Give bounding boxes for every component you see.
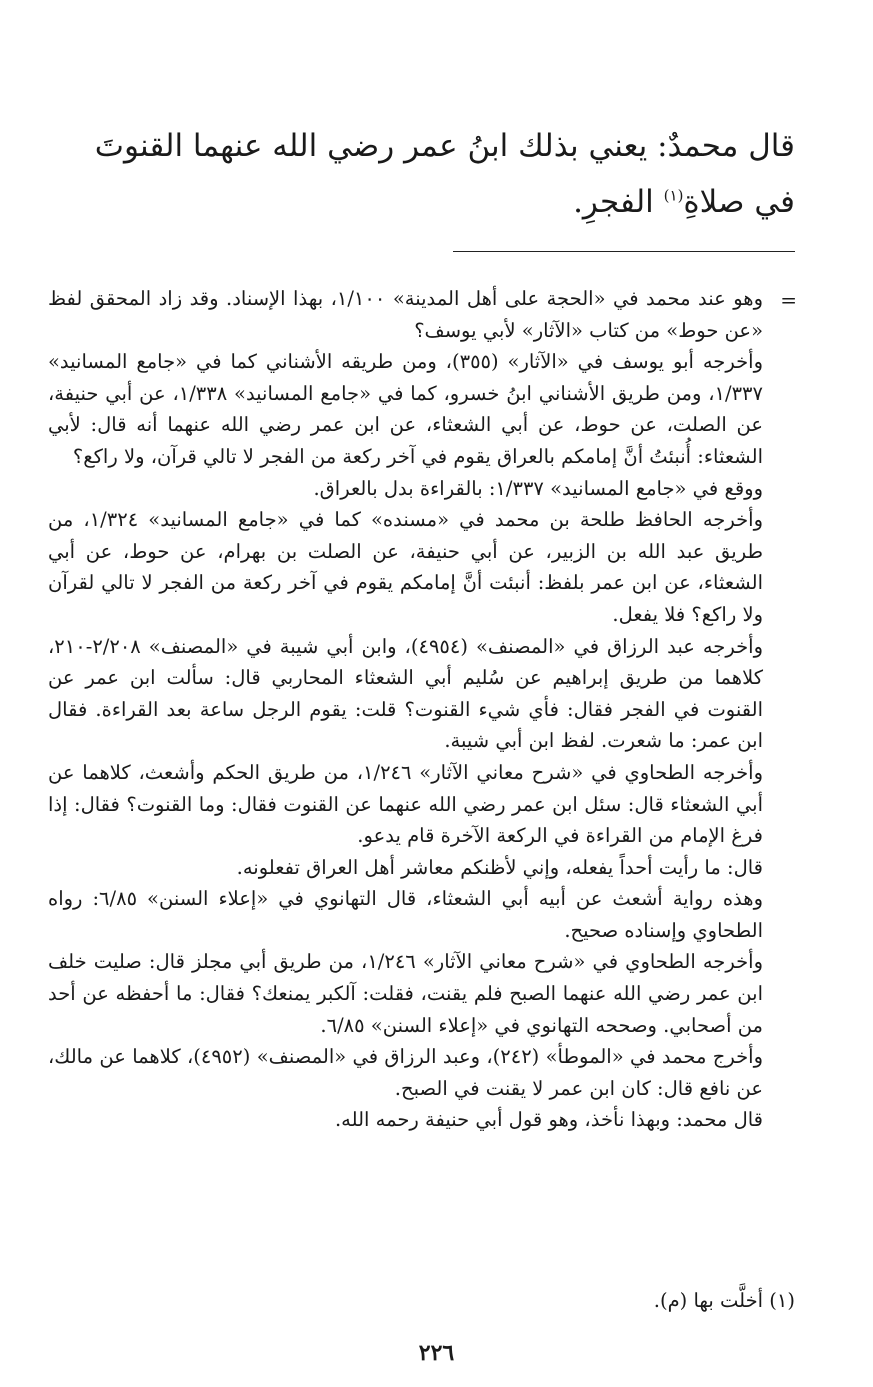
footnote-marker: (١)	[663, 186, 684, 205]
footnote-paragraph: وهو عند محمد في «الحجة على أهل المدينة» ١/١٠٠، بهذا الإسناد. وقد زاد المحقق لفظ «عن حوط» من كتاب «الآثار» لأبي يوسف؟	[48, 287, 764, 342]
footnote-paragraph: قال: ما رأيت أحداً يفعله، وإني لأظنكم معاشر أهل العراق تفعلونه.	[236, 855, 763, 879]
footnote-paragraph: ووقع في «جامع المسانيد» ١/٣٣٧: بالقراءة بدل بالعراق.	[313, 476, 763, 500]
footnote-paragraph: وأخرجه أبو يوسف في «الآثار» (٣٥٥)، ومن طريقه الأشناني كما في «جامع المسانيد» ١/٣٣٧، ومن طريق الأشناني ابنُ خسرو، كما في «جامع المسانيد» ١/٣٣٨، عن أبي حنيفة، عن الصلت، عن حوط، عن أبي الشعثاء، عن ابن عمر رضي الله عنهما أنه قال: لأبي الشعثاء: أُنبئتُ أنَّ إمامكم بالعراق يقوم في آخر ركعة من الفجر لا تالي قرآن، ولا راكع؟	[48, 350, 763, 468]
footnote-reference: (١) أخلَّت بها (م).	[653, 1289, 795, 1312]
footnote-paragraph: وأخرجه الطحاوي في «شرح معاني الآثار» ١/٢٤٦، من طريق أبي مجلز قال: صليت خلف ابن عمر رضي الله عنهما الصبح فلم يقنت، فقلت: آلكبر يمنعك؟ فقال: ما أحفظه عن أحد من أصحابي. وصححه التهانوي في «إعلاء السنن» ٦/٨٥.	[48, 950, 763, 1037]
footnote-paragraph: وأخرجه الطحاوي في «شرح معاني الآثار» ١/٢٤٦، من طريق الحكم وأشعث، كلاهما عن أبي الشعثاء قال: سئل ابن عمر رضي الله عنهما عن القنوت فقال: وما القنوت؟ فقال: إذا فرغ الإمام من القراءة في الركعة الآخرة قام يدعو.	[48, 760, 763, 848]
main-text-ending: الفجرِ.	[573, 184, 664, 220]
footnote-paragraph: وأخرجه الحافظ طلحة بن محمد في «مسنده» كما في «جامع المسانيد» ١/٣٢٤، من طريق عبد الله بن الزبير، عن أبي حنيفة، عن الصلت بن بهرام، عن حوط، عن أبي الشعثاء، عن ابن عمر بلفظ: أنبئت أنَّ إمامكم يقوم في آخر ركعة من الفجر لا تالي لقرآن ولا راكع؟ فلا يفعل.	[48, 508, 763, 626]
main-text-body: قال محمدٌ: يعني بذلك ابنُ عمر رضي الله عنهما القنوتَ في صلاةِ	[94, 128, 795, 220]
footnote-paragraph: قال محمد: وبهذا نأخذ، وهو قول أبي حنيفة رحمه الله.	[334, 1108, 763, 1132]
main-text	[55, 118, 795, 230]
footnotes-section	[48, 283, 763, 1136]
footnote-paragraph: وأخرجه عبد الرزاق في «المصنف» (٤٩٥٤)، وابن أبي شيبة في «المصنف» ٢/٢٠٨-٢١٠، كلاهما من طريق إبراهيم عن سُليم أبي الشعثاء المحاربي قال: سألت ابن عمر عن القنوت في الفجر فقال: فأي شيء القنوت؟ قلت: يقوم الرجل ساعة بعد القراءة. فقال ابن عمر: ما شعرت. لفظ ابن أبي شيبة.	[48, 634, 763, 753]
footnote-divider	[453, 251, 795, 252]
continuation-mark: =	[780, 288, 797, 312]
footnote-paragraph: وهذه رواية أشعث عن أبيه أبي الشعثاء، قال التهانوي في «إعلاء السنن» ٦/٨٥: رواه الطحاوي وإسناده صحيح.	[48, 887, 763, 942]
page-number: ٢٢٦	[418, 1340, 455, 1366]
footnote-paragraph: وأخرج محمد في «الموطأ» (٢٤٢)، وعبد الرزاق في «المصنف» (٤٩٥٢)، كلاهما عن مالك، عن نافع قال: كان ابن عمر لا يقنت في الصبح.	[48, 1045, 763, 1100]
